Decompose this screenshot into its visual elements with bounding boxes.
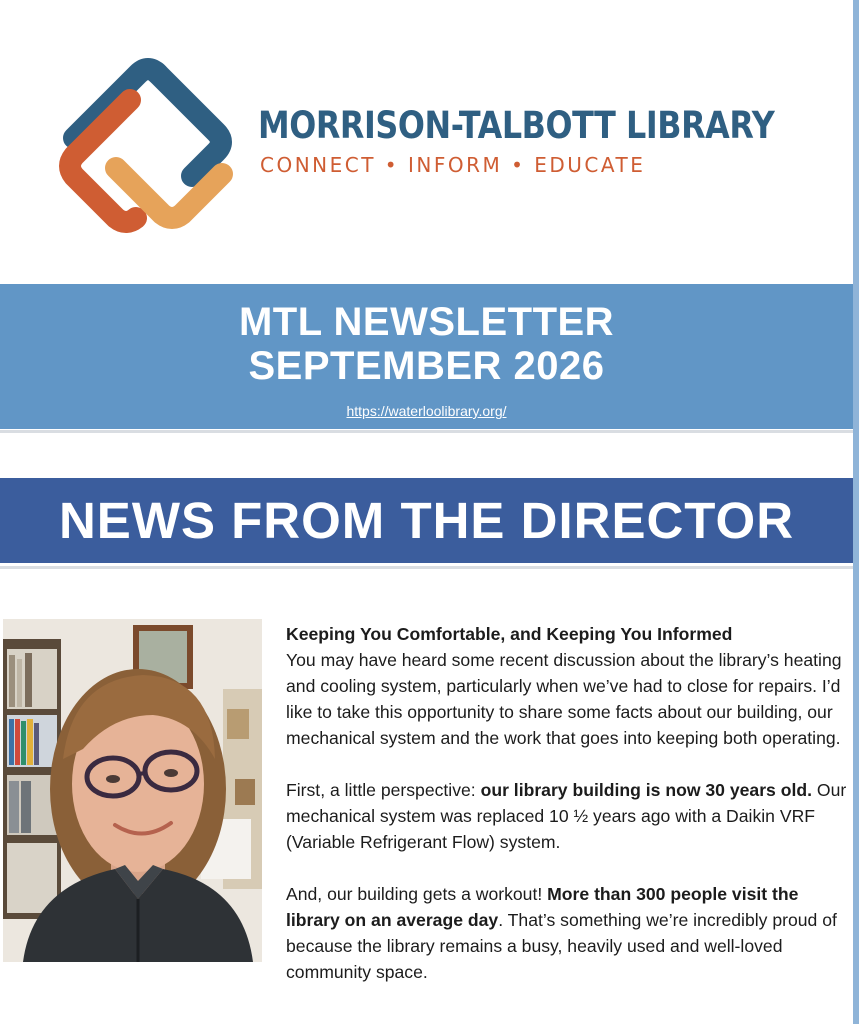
paragraph-3-lead: And, our building gets a workout! — [286, 884, 548, 904]
director-article — [286, 621, 852, 985]
paragraph-3-emphasis: More than 300 people visit the library on an average day — [286, 884, 799, 930]
article-headline: Keeping You Comfortable, and Keeping You Informed — [286, 624, 733, 644]
section-divider — [0, 566, 853, 569]
newsletter-title-line2: SEPTEMBER 2026 — [248, 344, 605, 388]
section-header-director — [0, 478, 853, 563]
paragraph-2-emphasis: our library building is now 30 years old. — [480, 780, 812, 800]
library-name: MORRISON-TALBOTT LIBRARY — [258, 104, 775, 147]
article-paragraph-2 — [286, 777, 852, 855]
newsletter-banner — [0, 284, 853, 429]
newsletter-title-line1: MTL NEWSLETTER — [238, 300, 615, 344]
section-title: NEWS FROM THE DIRECTOR — [58, 492, 795, 549]
library-logo — [52, 50, 792, 250]
newsletter-title — [0, 300, 853, 388]
right-edge-bar — [853, 0, 859, 1024]
director-photo — [3, 619, 262, 962]
paragraph-2-lead: First, a little perspective: — [286, 780, 481, 800]
article-paragraph-1: You may have heard some recent discussion about the library’s heating and cooling system, particularly when we’ve had to close for repairs. I’d like to take this opportunity to share some facts about our building, our mechanical system and the work that goes into keeping both operating. — [286, 650, 842, 748]
paragraph-2-rest: Our mechanical system was replaced 10 ½ years ago with a Daikin VRF (Variable Refrigerant Flow) system. — [286, 780, 847, 852]
article-paragraph-3 — [286, 881, 852, 985]
library-tagline: CONNECT • INFORM • EDUCATE — [260, 153, 646, 177]
paragraph-3-rest: . That’s something we’re incredibly proud of because the library remains a busy, heavily used and well-loved community space. — [286, 910, 837, 982]
banner-divider — [0, 430, 853, 433]
logo-mark-icon — [52, 50, 242, 240]
website-link[interactable]: https://waterloolibrary.org/ — [346, 403, 507, 419]
